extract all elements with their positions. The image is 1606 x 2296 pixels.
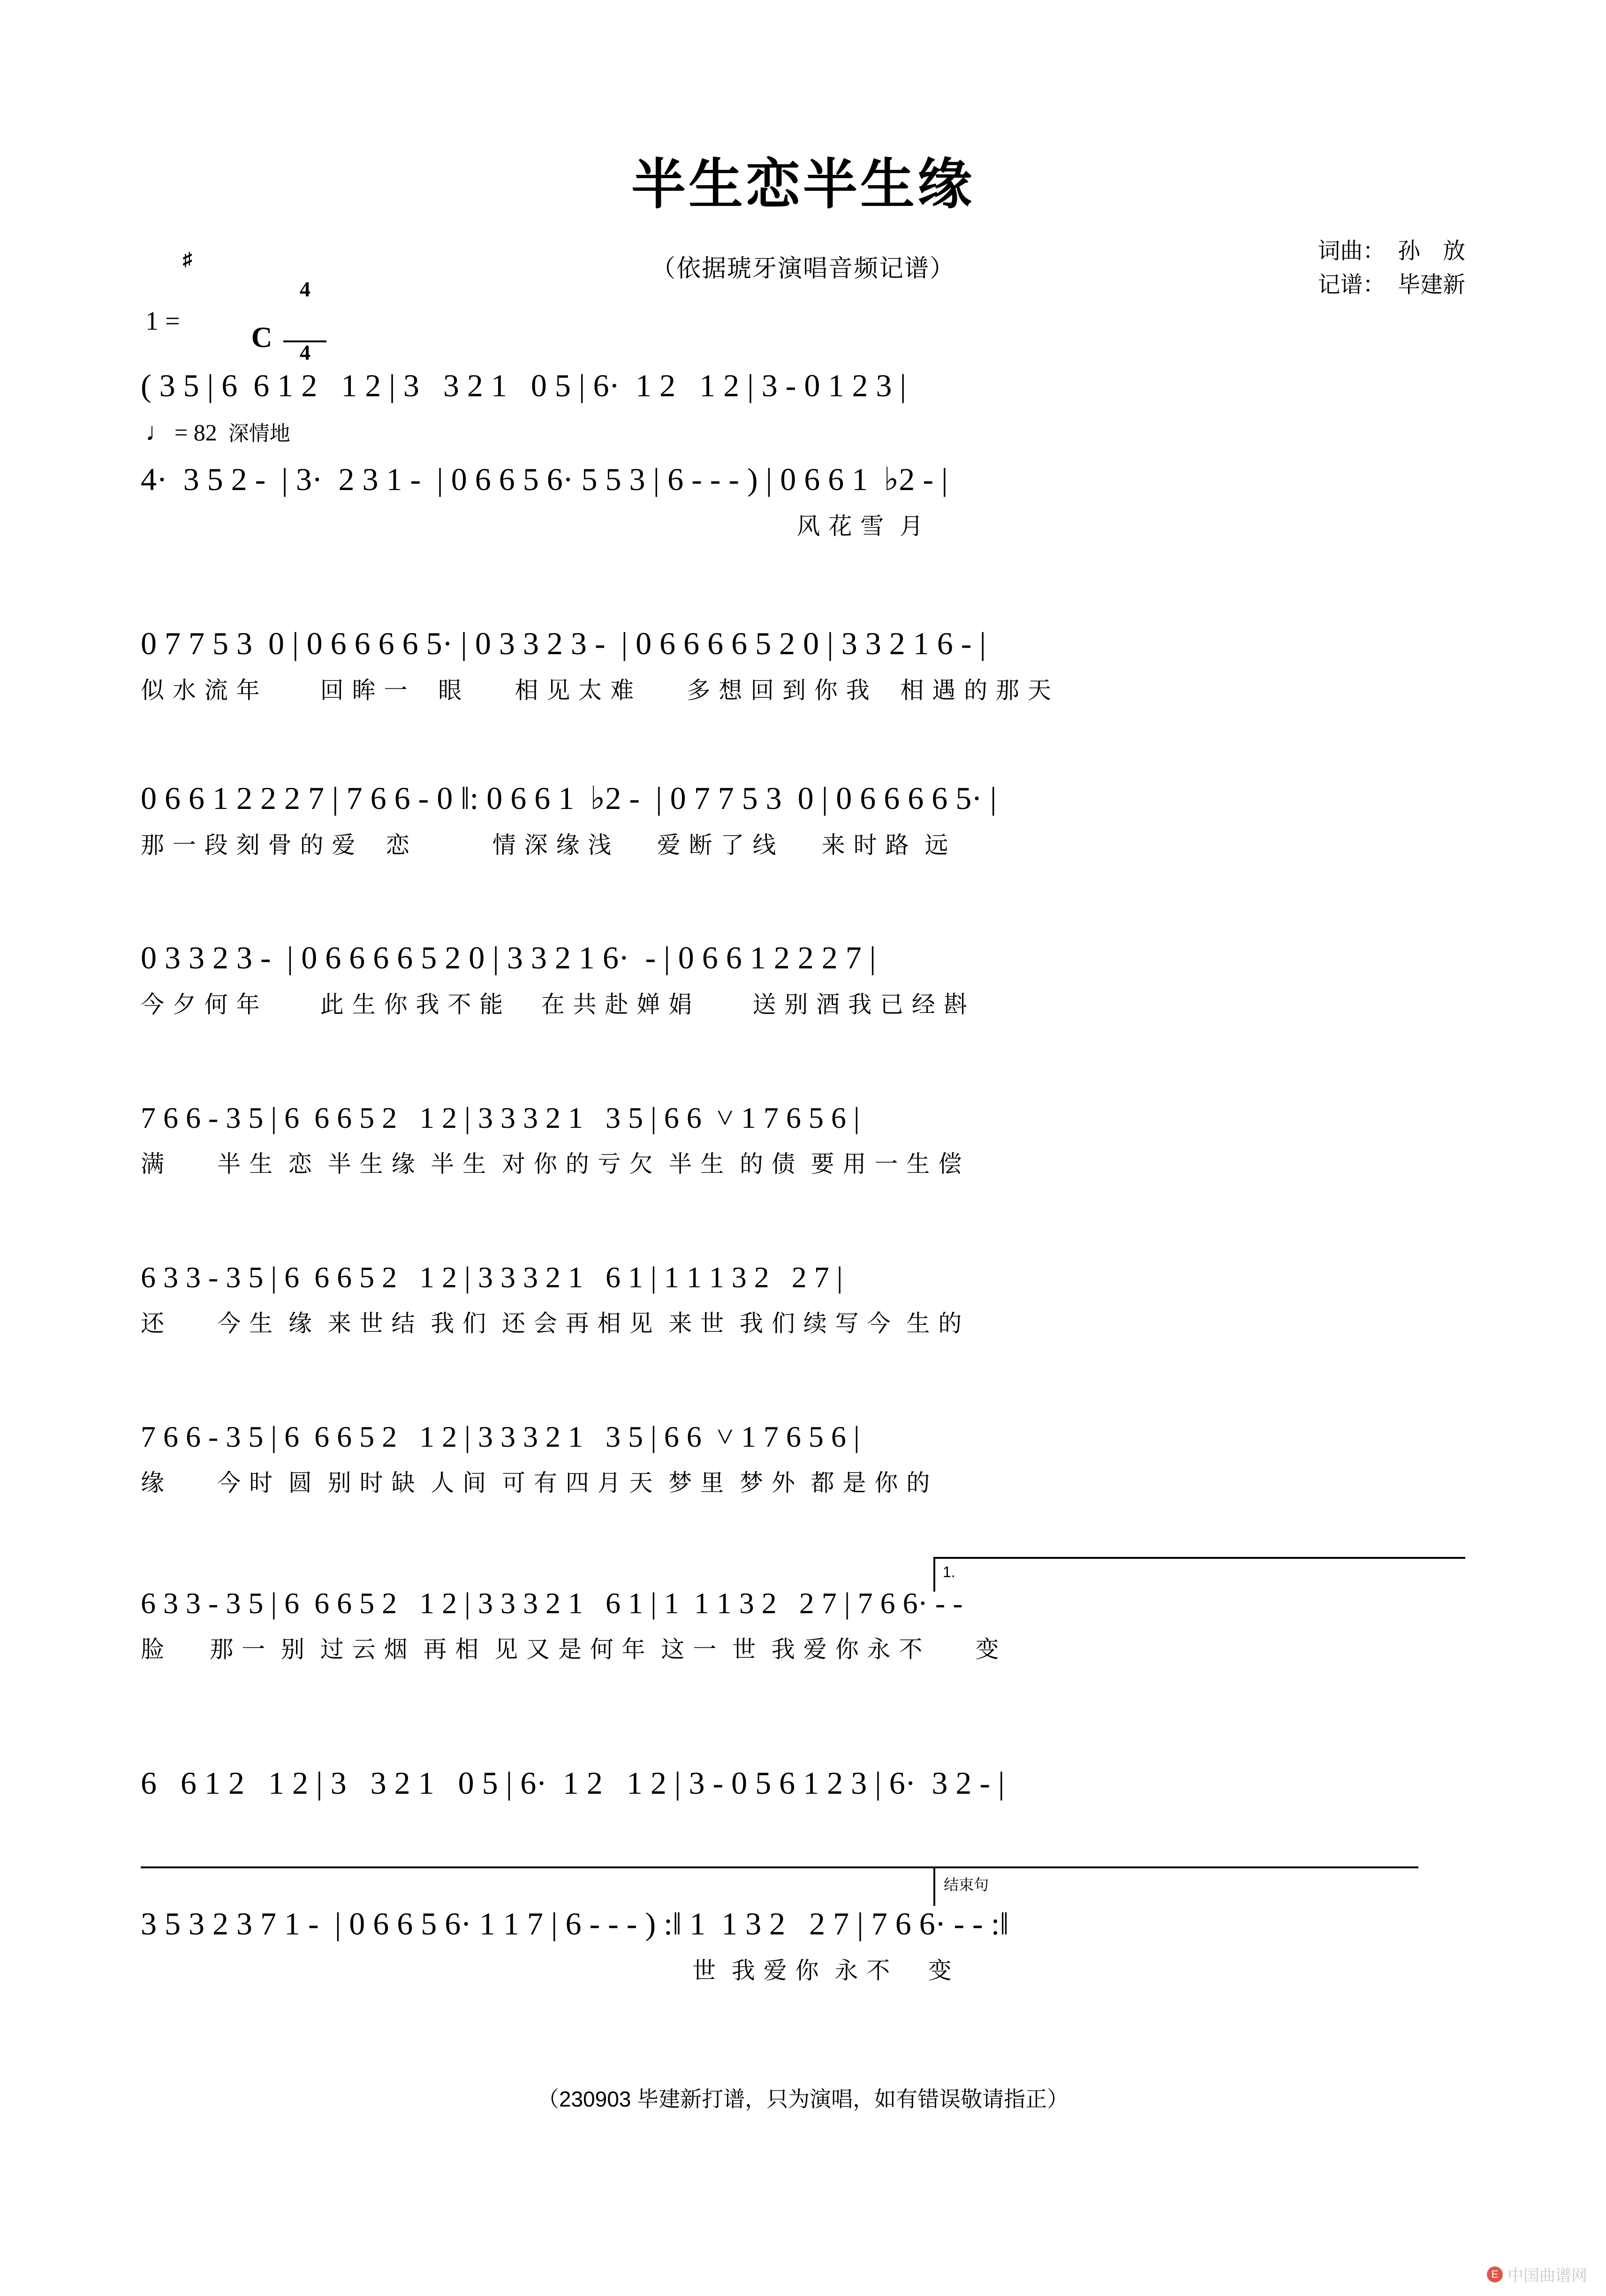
lyrics-line: 还 今 生 缘 来 世 结 我 们 还 会 再 相 见 来 世 我 们 续 写 今 生 的 xyxy=(141,1310,963,1337)
notation-line: 7 6 6 - 3 5 | 6 6 6 5 2 1 2 | 3 3 3 2 1 3 5 | 6 6 ˅ 1 7 6 5 6 | xyxy=(141,1101,860,1134)
page-title: 半生恋半生缘 xyxy=(631,154,975,215)
music-system-3 xyxy=(141,614,1463,705)
music-system-8 xyxy=(141,1407,1463,1498)
time-signature-denominator: 4 xyxy=(283,340,326,363)
music-system-5 xyxy=(141,929,1463,1020)
notation-line: 0 6 6 1 2 2 2 7 | 7 6 6 - 0 ‖: 0 6 6 1 ♭2 - | 0 7 7 5 3 0 | 0 6 6 6 6 5· | xyxy=(141,780,997,816)
notation-line: 3 5 3 2 3 7 1 - | 0 6 6 5 6· 1 1 7 | 6 - - - ) :‖ 1 1 3 2 2 7 | 7 6 6· - - :‖ xyxy=(141,1906,1009,1941)
notation-line: 0 7 7 5 3 0 | 0 6 6 6 6 5· | 0 3 3 2 3 - | 0 6 6 6 6 5 2 0 | 3 3 2 1 6 - | xyxy=(141,626,986,661)
music-system-11 xyxy=(141,1895,1463,1986)
time-signature-numerator: 4 xyxy=(299,277,311,302)
expression-marking: 深情地 xyxy=(228,422,290,445)
watermark xyxy=(1487,2263,1587,2286)
notation-line: 0 3 3 2 3 - | 0 6 6 6 6 5 2 0 | 3 3 2 1 6· - | 0 6 6 1 2 2 2 7 | xyxy=(141,940,876,975)
notation-line: 6 3 3 - 3 5 | 6 6 6 5 2 1 2 | 3 3 3 2 1 6 1 | 1 1 1 3 2 2 7 | 7 6 6· - - xyxy=(141,1586,963,1620)
key-prefix: 1 = xyxy=(145,306,180,336)
key-and-tempo-block xyxy=(145,238,326,446)
music-system-7 xyxy=(141,1247,1463,1338)
sharp-icon: ♯ xyxy=(182,248,192,270)
key-note-letter: C xyxy=(251,321,273,354)
music-system-10 xyxy=(141,1754,1463,1799)
quarter-note-icon: ♩ xyxy=(145,417,171,446)
lyrics-line: 今 夕 何 年 此 生 你 我 不 能 在 共 赴 婵 娟 送 别 酒 我 已 经 斟 xyxy=(141,991,968,1018)
notation-line: 4· 3 5 2 - | 3· 2 3 1 - | 0 6 6 5 6· 5 5 3 | 6 - - - ) | 0 6 6 1 ♭2 - | xyxy=(141,461,948,497)
credit-transcriber: 记谱： 毕建新 xyxy=(1318,272,1465,297)
notation-line: 6 3 3 - 3 5 | 6 6 6 5 2 1 2 | 3 3 3 2 1 6 1 | 1 1 1 3 2 2 7 | xyxy=(141,1261,843,1294)
lyrics-line: 风 花 雪 月 xyxy=(141,513,924,539)
music-system-2 xyxy=(141,450,1463,541)
tempo-marking xyxy=(145,416,326,446)
lyrics-line: 脸 那 一 别 过 云 烟 再 相 见 又 是 何 年 这 一 世 我 爱 你 永 不 变 xyxy=(141,1636,1000,1662)
lyrics-line: 似 水 流 年 回 眸 一 眼 相 见 太 难 多 想 回 到 你 我 相 遇 的 那 天 xyxy=(141,677,1052,703)
lyrics-line: 世 我 爱 你 永 不 变 xyxy=(141,1957,953,1984)
lyrics-line: 缘 今 时 圆 别 时 缺 人 间 可 有 四 月 天 梦 里 梦 外 都 是 你 的 xyxy=(141,1470,931,1496)
music-system-1 xyxy=(141,356,1463,401)
lyrics-line: 那 一 段 刻 骨 的 爱 恋 情 深 缘 浅 爱 断 了 线 来 时 路 远 xyxy=(141,832,949,858)
notation-line: 6 6 1 2 1 2 | 3 3 2 1 0 5 | 6· 1 2 1 2 | 3 - 0 5 6 1 2 3 | 6· 3 2 - | xyxy=(141,1765,1005,1801)
coda-label: 结束句 xyxy=(944,1876,989,1893)
credit-composer: 词曲： 孙 放 xyxy=(1318,239,1465,264)
footer-note: （230903 毕建新打谱，只为演唱，如有错误敬请指正） xyxy=(537,2087,1069,2111)
notation-line: 7 6 6 - 3 5 | 6 6 6 5 2 1 2 | 3 3 3 2 1 3 5 | 6 6 ˅ 1 7 6 5 6 | xyxy=(141,1420,860,1453)
music-system-4 xyxy=(141,769,1463,860)
music-system-6 xyxy=(141,1088,1463,1179)
notation-line: ( 3 5 | 6 6 1 2 1 2 | 3 3 2 1 0 5 | 6· 1 2 1 2 | 3 - 0 1 2 3 | xyxy=(141,368,906,403)
watermark-text: 中国曲谱网 xyxy=(1508,2267,1587,2285)
music-system-9 xyxy=(141,1573,1463,1664)
page-subtitle: （依据琥牙演唱音频记谱） xyxy=(651,255,955,282)
site-logo-icon: E xyxy=(1487,2266,1503,2282)
tempo-value: = 82 xyxy=(174,419,217,446)
first-ending-label: 1. xyxy=(943,1563,955,1580)
credits xyxy=(1318,234,1465,302)
lyrics-line: 满 半 生 恋 半 生 缘 半 生 对 你 的 亏 欠 半 生 的 债 要 用 一 生 偿 xyxy=(141,1151,963,1177)
